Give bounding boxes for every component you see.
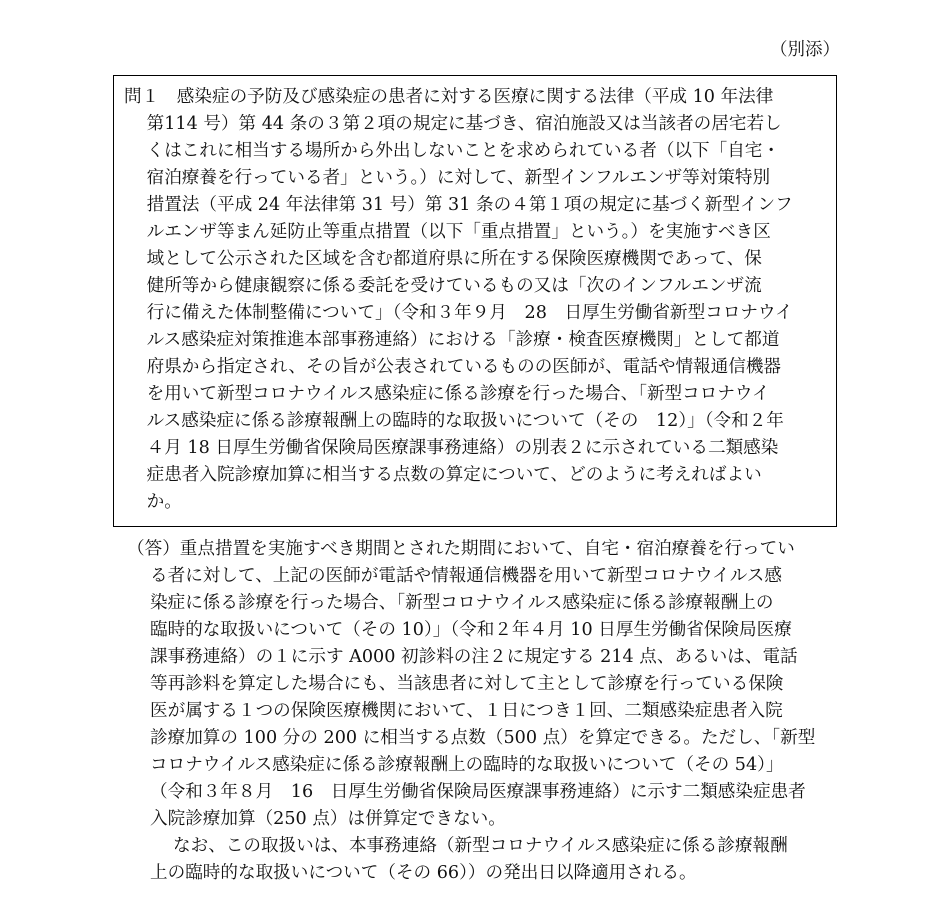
answer-line: 上の臨時的な取扱いについて（その 66））の発出日以降適用される。 bbox=[150, 863, 697, 883]
question-line: 症患者入院診療加算に相当する点数の算定について、どのように考えればよい bbox=[129, 465, 762, 485]
question-box bbox=[113, 75, 837, 527]
answer-line: 医が属する１つの保険医療機関において、１日につき１回、二類感染症患者入院 bbox=[150, 701, 783, 721]
answer-line: （令和３年８月 16 日厚生労働省保険局医療課事務連絡）に示す二類感染症患者 bbox=[150, 782, 806, 802]
question-line: 健所等から健康観察に係る委託を受けているもの又は「次のインフルエンザ流 bbox=[129, 276, 762, 296]
answer-line: なお、この取扱いは、本事務連絡（新型コロナウイルス感染症に係る診療報酬 bbox=[173, 836, 788, 856]
question-line: か。 bbox=[129, 492, 182, 512]
question-line: ４月 18 日厚生労働省保険局医療課事務連絡）の別表２に示されている二類感染 bbox=[129, 438, 779, 458]
attachment-label: （別添） bbox=[770, 40, 840, 60]
answer-line: 等再診料を算定した場合にも、当該患者に対して主として診療を行っている保険 bbox=[150, 674, 784, 694]
question-line: ルス感染症対策推進本部事務連絡）における「診療・検査医療機関」として都道 bbox=[129, 330, 780, 350]
question-line: ルエンザ等まん延防止等重点措置（以下「重点措置」という。）を実施すべき区 bbox=[129, 222, 771, 242]
answer-line: 染症に係る診療を行った場合、「新型コロナウイルス感染症に係る診療報酬上の bbox=[150, 593, 774, 613]
question-line: 措置法（平成 24 年法律第 31 号）第 31 条の４第１項の規定に基づく新型インフ bbox=[129, 195, 793, 215]
question-line: 宿泊療養を行っている者」という。）に対して、新型インフルエンザ等対策特別 bbox=[129, 168, 771, 188]
answer-line: 入院診療加算（250 点）は併算定できない。 bbox=[150, 809, 506, 829]
question-line: 問１ 感染症の予防及び感染症の患者に対する医療に関する法律（平成 10 年法律 bbox=[124, 87, 774, 107]
answer-line: 課事務連絡）の１に示す A000 初診料の注２に規定する 214 点、あるいは、電話 bbox=[150, 647, 798, 667]
question-line: 府県から指定され、その旨が公表されているものの医師が、電話や情報通信機器 bbox=[129, 357, 782, 377]
answer-line: 臨時的な取扱いについて（その 10）」（令和２年４月 10 日厚生労働省保険局医療 bbox=[150, 620, 792, 640]
answer-line: 診療加算の 100 分の 200 に相当する点数（500 点）を算定できる。ただし、「新型 bbox=[150, 728, 816, 748]
question-line: 域として公示された区域を含む都道府県に所在する保険医療機関であって、保 bbox=[129, 249, 762, 269]
answer-line: コロナウイルス感染症に係る診療報酬上の臨時的な取扱いについて（その 54）」 bbox=[150, 755, 784, 775]
question-line: 第114 号）第 44 条の３第２項の規定に基づき、宿泊施設又は当該者の居宅若し bbox=[129, 114, 782, 134]
answer-line: る者に対して、上記の医師が電話や情報通信機器を用いて新型コロナウイルス感 bbox=[150, 566, 782, 586]
question-line: 行に備えた体制整備について」（令和３年９月 28 日厚生労働省新型コロナウイ bbox=[129, 303, 793, 323]
question-line: ルス感染症に係る診療報酬上の臨時的な取扱いについて（その 12）」（令和２年 bbox=[129, 411, 784, 431]
question-line: くはこれに相当する場所から外出しないことを求められている者（以下「自宅・ bbox=[129, 141, 780, 161]
answer-line: （答）重点措置を実施すべき期間とされた期間において、自宅・宿泊療養を行ってい bbox=[127, 539, 795, 559]
question-line: を用いて新型コロナウイルス感染症に係る診療を行った場合、「新型コロナウイ bbox=[129, 384, 770, 404]
